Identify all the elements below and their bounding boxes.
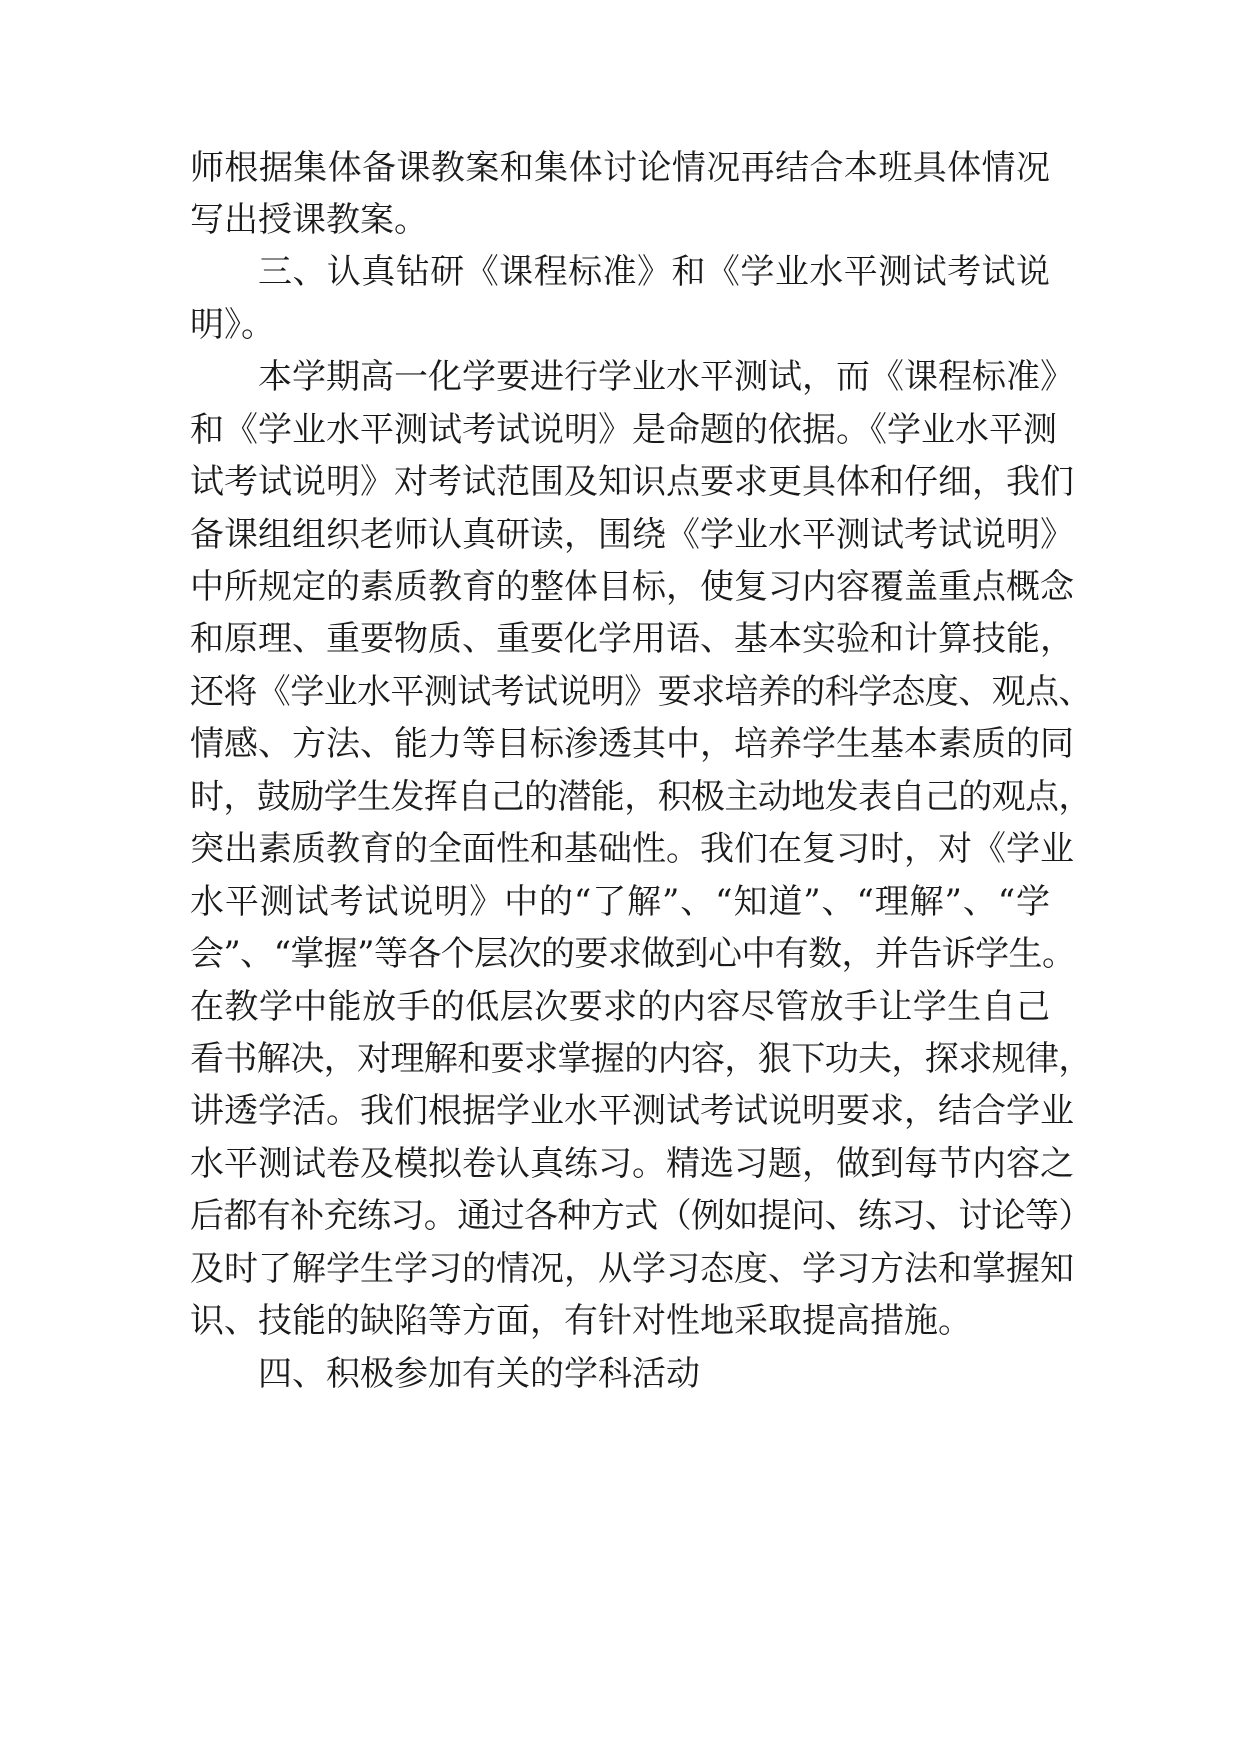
body-text-line: 讲透学活。我们根据学业水平测试考试说明要求，结合学业 [190,1091,1074,1131]
paragraph-first-line: 本学期高一化学要进行学业水平测试，而《课程标准》 [258,357,1074,397]
body-text-line: 中所规定的素质教育的整体目标，使复习内容覆盖重点概念 [190,567,1074,607]
body-text-line: 备课组组织老师认真研读，围绕《学业水平测试考试说明》 [190,515,1074,555]
body-text-line: 和《学业水平测试考试说明》是命题的依据。《学业水平测 [190,410,1057,450]
body-text-line: 水平测试卷及模拟卷认真练习。精选习题，做到每节内容之 [190,1144,1074,1184]
body-text-line: 还将《学业水平测试考试说明》要求培养的科学态度、观点、 [190,672,1092,712]
body-text-line: 水平测试考试说明》中的“了解”、“知道”、“理解”、“学 [190,882,1050,922]
body-text-line: 在教学中能放手的低层次要求的内容尽管放手让学生自己 [190,987,1050,1027]
section-heading-4: 四、积极参加有关的学科活动 [258,1354,700,1394]
body-text-line: 看书解决，对理解和要求掌握的内容，狠下功夫，探求规律， [190,1039,1092,1079]
body-text-line: 及时了解学生学习的情况，从学习态度、学习方法和掌握知 [190,1249,1074,1289]
section-heading-3-continued: 明》。 [190,305,275,345]
body-text-line: 后都有补充练习。通过各种方式（例如提问、练习、讨论等） [190,1196,1092,1236]
body-text-line: 和原理、重要物质、重要化学用语、基本实验和计算技能， [190,619,1074,659]
body-text-line: 情感、方法、能力等目标渗透其中，培养学生基本素质的同 [190,724,1074,764]
body-text-line: 写出授课教案。 [190,200,428,240]
body-text-line: 时，鼓励学生发挥自己的潜能，积极主动地发表自己的观点， [190,777,1092,817]
body-text-line: 突出素质教育的全面性和基础性。我们在复习时，对《学业 [190,829,1074,869]
body-text-line: 会”、“掌握”等各个层次的要求做到心中有数，并告诉学生。 [190,934,1076,974]
body-text-line: 师根据集体备课教案和集体讨论情况再结合本班具体情况 [190,148,1050,188]
body-text-line: 识、技能的缺陷等方面，有针对性地采取提高措施。 [190,1301,972,1341]
section-heading-3: 三、认真钻研《课程标准》和《学业水平测试考试说 [258,252,1050,292]
body-text-line: 试考试说明》对考试范围及知识点要求更具体和仔细，我们 [190,462,1074,502]
